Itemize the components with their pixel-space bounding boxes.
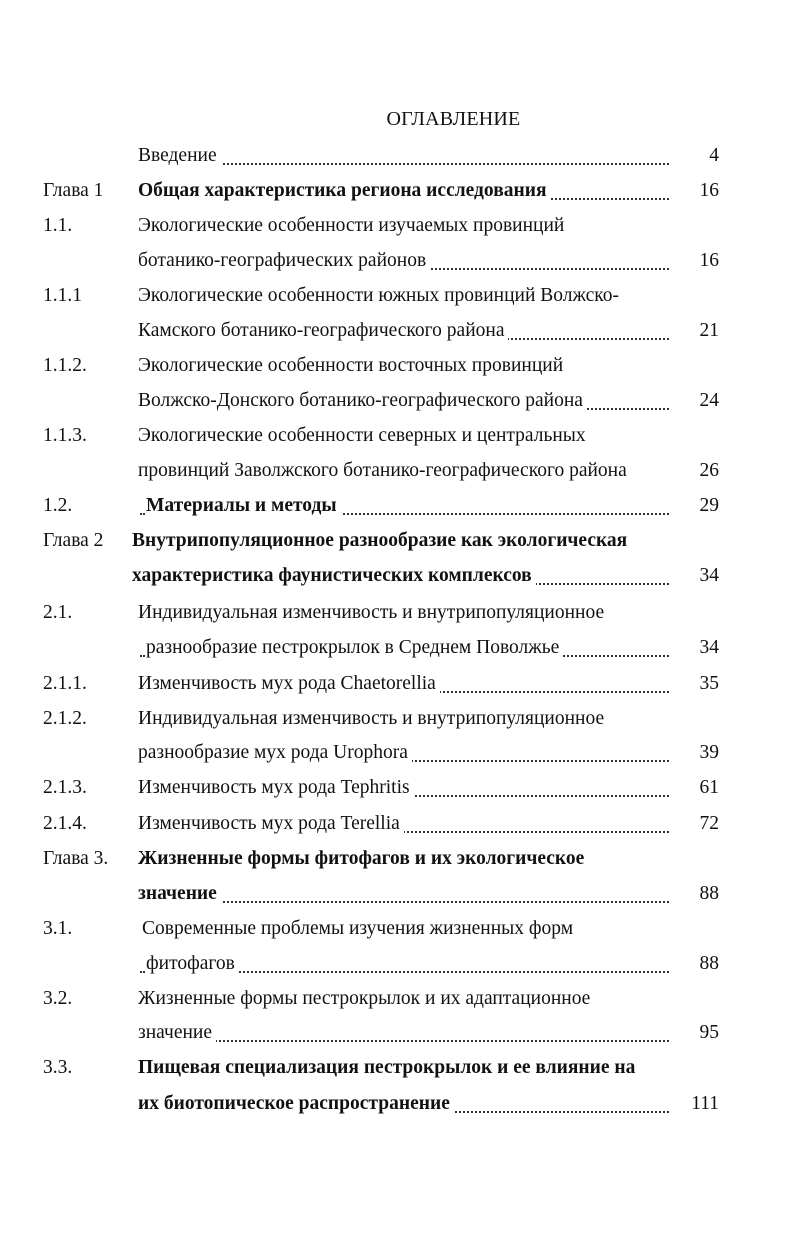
toc-number: 2.1.2. [43,708,87,729]
toc-title: Пищевая специализация пестрокрылок и ее влияние на [138,1057,639,1079]
toc-row [0,215,799,243]
toc-row [0,145,799,173]
toc-number: 1.2. [43,495,73,516]
toc-row [0,355,799,383]
toc-page: 72 [699,813,719,834]
toc-row [0,742,799,770]
toc-number: 1.1.3. [43,425,87,446]
toc-title: Материалы и методы [146,495,341,517]
toc-number: 3.2. [43,988,73,1009]
toc-row [0,813,799,841]
toc-row [0,777,799,805]
toc-title: Индивидуальная изменчивость и внутрипопуляционное [138,602,608,624]
toc-number: 1.1. [43,215,73,236]
toc-row [0,460,799,488]
toc-row [0,953,799,981]
toc-title: Изменчивость мух рода Chaetorellia [138,673,440,695]
toc-title: характеристика фаунистических комплексов [132,565,536,587]
toc-row [0,425,799,453]
toc-title: Камского ботанико-географического района [138,320,508,342]
toc-page: 4 [709,145,719,166]
toc-row [0,637,799,665]
toc-title: Изменчивость мух рода Terellia [138,813,404,835]
toc-title: их биотопическое распространение [138,1093,454,1115]
toc-row [0,320,799,348]
toc-number: 2.1.3. [43,777,87,798]
toc-title: провинций Заволжского ботанико-географического района [138,460,631,482]
toc-row [0,530,799,558]
dot-leader [140,1040,669,1042]
toc-number: 1.1.2. [43,355,87,376]
toc-title: Жизненные формы пестрокрылок и их адаптационное [138,988,594,1010]
toc-row [0,1022,799,1050]
toc-page: 35 [699,673,719,694]
toc-row [0,708,799,736]
toc-row [0,602,799,630]
toc-number: 3.1. [43,918,73,939]
toc-page: 39 [699,742,719,763]
toc-title: Общая характеристика региона исследования [138,180,551,202]
toc-number: 3.3. [43,1057,73,1078]
toc-page: 21 [699,320,719,341]
toc-row [0,1057,799,1085]
toc-page: 34 [699,637,719,658]
toc-page: 111 [691,1093,719,1114]
toc-number: 2.1.1. [43,673,87,694]
toc-number: Глава 1 [43,180,104,201]
toc-title: Экологические особенности восточных провинций [138,355,567,377]
toc-title: Экологические особенности изучаемых провинций [138,215,568,237]
toc-page: 26 [699,460,719,481]
toc-page: 16 [699,180,719,201]
toc-row [0,988,799,1016]
toc-page: 61 [699,777,719,798]
toc-page: 88 [699,883,719,904]
toc-number: 2.1.4. [43,813,87,834]
toc-page: 24 [699,390,719,411]
toc-title: Экологические особенности южных провинций Волжско- [138,285,623,307]
toc-title: ботанико-географических районов [138,250,430,272]
toc-page: 34 [699,565,719,586]
toc-row [0,180,799,208]
toc-title: фитофагов [146,953,239,975]
page-title: ОГЛАВЛЕНИЕ [386,108,521,130]
toc-number: Глава 2 [43,530,104,551]
toc-page: 88 [699,953,719,974]
toc-title: Волжско-Донского ботанико-географического района [138,390,587,412]
toc-row [0,918,799,946]
toc-title: Жизненные формы фитофагов и их экологическое [138,848,588,870]
toc-page: 29 [699,495,719,516]
toc-number: 1.1.1 [43,285,82,306]
toc-page: 16 [699,250,719,271]
toc-title: Индивидуальная изменчивость и внутрипопуляционное [138,708,608,730]
toc-page: 95 [699,1022,719,1043]
toc-row [0,673,799,701]
toc-title: разнообразие пестрокрылок в Среднем Поволжье [146,637,563,659]
toc-title: Изменчивость мух рода Tephritis [138,777,414,799]
toc-row [0,285,799,313]
toc-title: Экологические особенности северных и центральных [138,425,590,447]
toc-title: Современные проблемы изучения жизненных форм [142,918,577,940]
toc-row [0,848,799,876]
toc-number: Глава 3. [43,848,109,869]
toc-row [0,565,799,593]
toc-row [0,250,799,278]
toc-title: Внутрипопуляционное разнообразие как экологическая [132,530,631,552]
toc-title: значение [138,1022,216,1044]
toc-title: значение [138,883,221,905]
toc-row [0,390,799,418]
toc-number: 2.1. [43,602,73,623]
toc-row [0,1093,799,1121]
toc-title: Введение [138,145,221,167]
toc-row [0,883,799,911]
toc-title: разнообразие мух рода Urophora [138,742,412,764]
toc-row [0,495,799,523]
